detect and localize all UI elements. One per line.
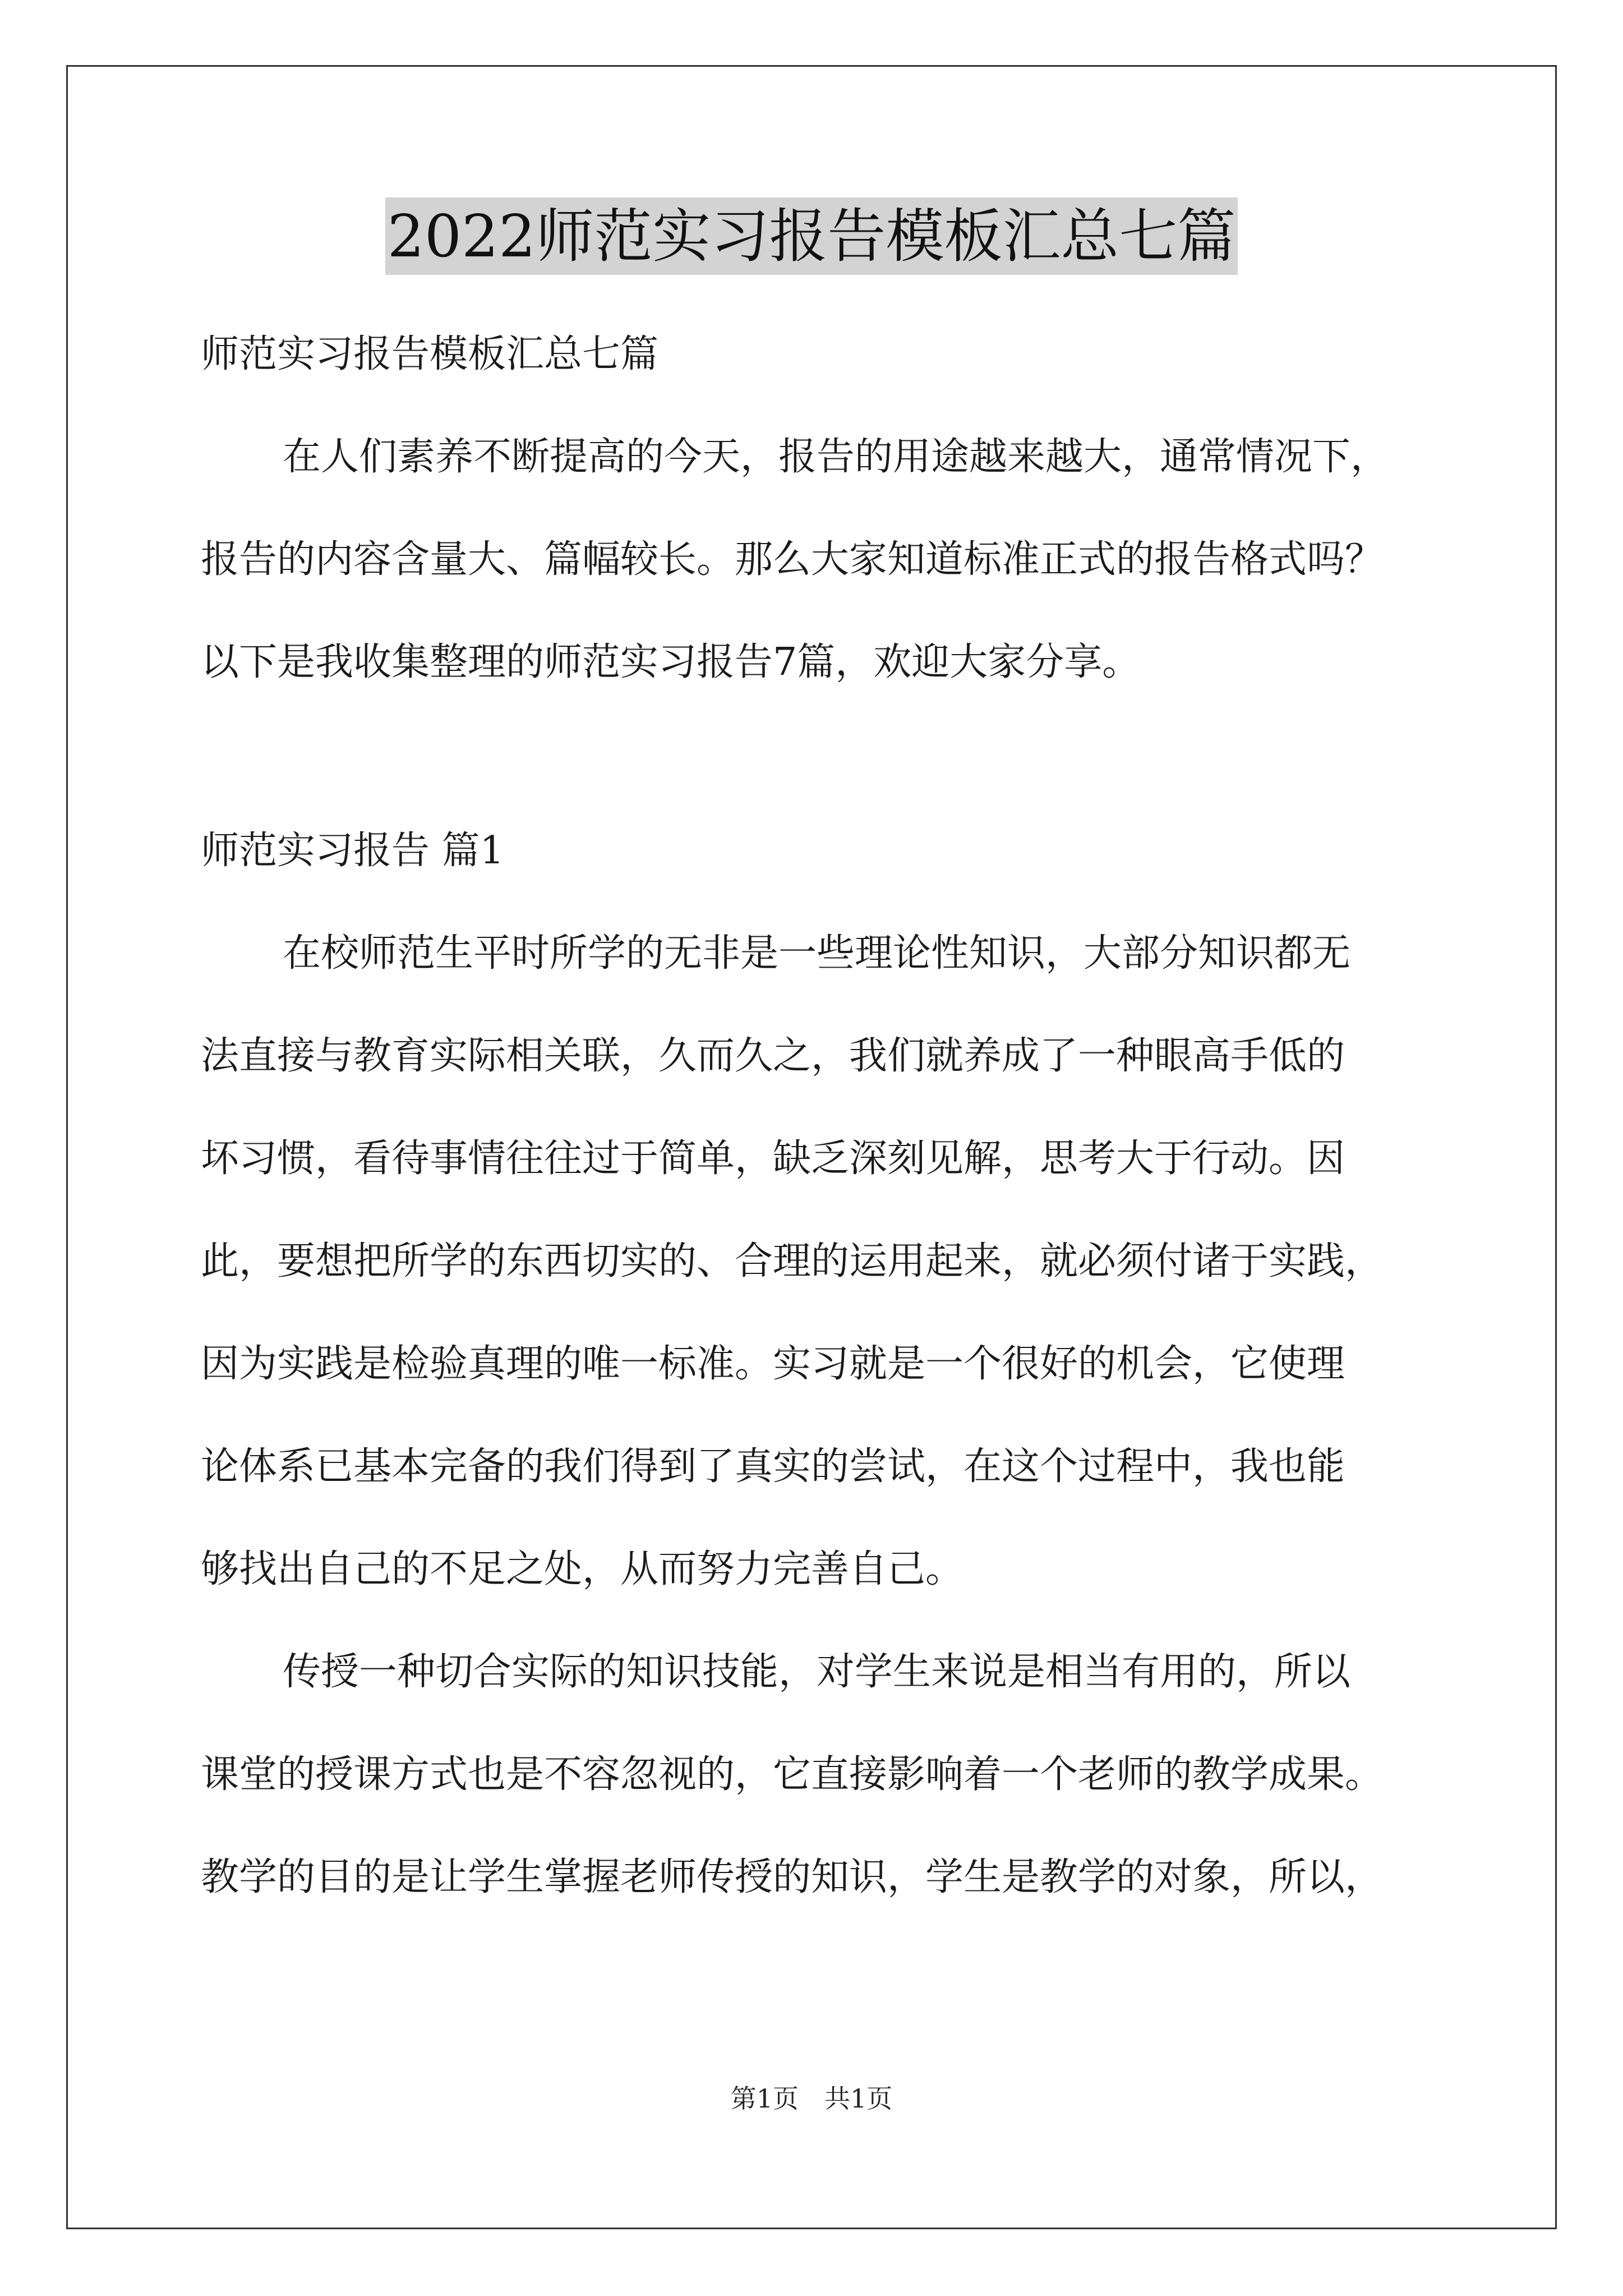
- document-subtitle: 师范实习报告模板汇总七篇: [201, 332, 659, 376]
- section-heading: 师范实习报告 篇1: [201, 829, 504, 873]
- section-spacer: [201, 714, 1468, 799]
- paragraph-line: 坏习惯，看待事情往往过于简单，缺乏深刻见解，思考大于行动。因: [201, 1137, 1345, 1181]
- paragraph-line: 教学的目的是让学生掌握老师传授的知识，学生是教学的对象，所以，: [201, 1855, 1384, 1899]
- intro-line: 报告的内容含量大、篇幅较长。那么大家知道标准正式的报告格式吗？: [201, 537, 1384, 582]
- paragraph-line: 够找出自己的不足之处，从而努力完善自己。: [201, 1547, 964, 1591]
- title-container: [0, 197, 1623, 275]
- paragraph-line: 此，要想把所学的东西切实的、合理的运用起来，就必须付诸于实践，: [201, 1239, 1384, 1283]
- document-title: 2022师范实习报告模板汇总七篇: [385, 197, 1238, 275]
- page-footer: 第1页 共1页: [730, 2083, 893, 2114]
- intro-line: 以下是我收集整理的师范实习报告7篇，欢迎大家分享。: [201, 640, 1141, 684]
- paragraph-line: 因为实践是检验真理的唯一标准。实习就是一个很好的机会，它使理: [201, 1342, 1345, 1386]
- document-body: [201, 303, 1468, 1929]
- paragraph-line: 传授一种切合实际的知识技能，对学生来说是相当有用的，所以: [283, 1650, 1351, 1694]
- paragraph-line: 课堂的授课方式也是不容忽视的，它直接影响着一个老师的教学成果。: [201, 1752, 1384, 1797]
- paragraph-line: 法直接与教育实际相关联，久而久之，我们就养成了一种眼高手低的: [201, 1034, 1345, 1078]
- paragraph-line: 论体系已基本完备的我们得到了真实的尝试，在这个过程中，我也能: [201, 1444, 1345, 1489]
- paragraph-line: 在校师范生平时所学的无非是一些理论性知识，大部分知识都无: [283, 931, 1351, 976]
- intro-line: 在人们素养不断提高的今天，报告的用途越来越大，通常情况下，: [283, 435, 1389, 479]
